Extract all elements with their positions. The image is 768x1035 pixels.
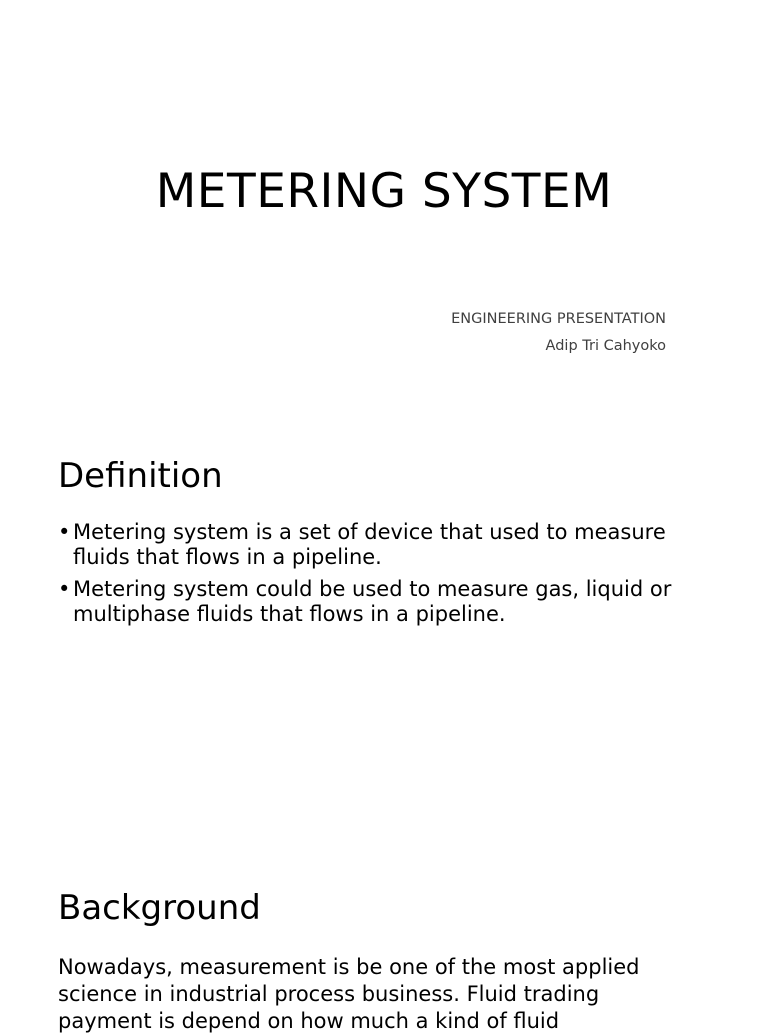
definition-heading: Definition (58, 456, 223, 496)
background-slide (0, 860, 768, 1033)
presentation-author: Adip Tri Cahyoko (545, 338, 666, 354)
bullet-text: Metering system is a set of device that used to measure fluids that flows in a pipeline. (73, 520, 666, 569)
bullet-icon: • (58, 520, 71, 544)
presentation-title: METERING SYSTEM (155, 164, 613, 219)
presentation-subtitle: ENGINEERING PRESENTATION (451, 311, 666, 327)
bullet-text: Metering system could be used to measure gas, liquid or multiphase fluids that flows in a pipeline. (73, 577, 672, 626)
background-paragraph: Nowadays, measurement is be one of the most applied science in industrial process business. Fluid trading payment is depend on how much a kind of fluid (58, 955, 640, 1033)
title-slide (0, 0, 768, 430)
list-item (58, 520, 718, 570)
list-item (58, 577, 718, 627)
definition-slide (0, 430, 768, 860)
background-heading: Background (58, 888, 261, 928)
subtitle-block (451, 306, 666, 360)
bullet-icon: • (58, 577, 71, 601)
definition-bullet-list (58, 520, 718, 634)
